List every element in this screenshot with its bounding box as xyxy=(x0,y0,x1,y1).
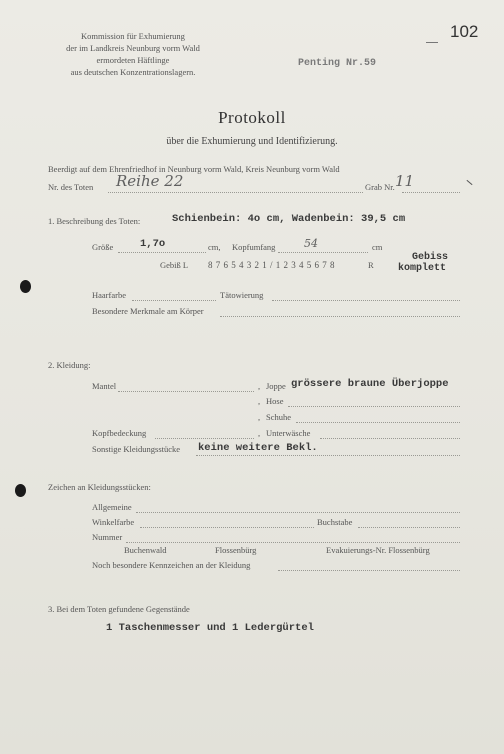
size-dots xyxy=(118,252,206,253)
headwear-dots xyxy=(155,438,254,439)
section1-label: 1. Beschreibung des Toten: xyxy=(48,216,141,226)
page-number: 102 xyxy=(450,22,479,41)
other-marks-label: Noch besondere Kennzeichen an der Kleidung xyxy=(92,560,251,570)
pen-stroke xyxy=(466,180,472,185)
document-subtitle: über die Exhumierung und Identifizierung. xyxy=(166,136,338,147)
punch-hole-top xyxy=(20,280,31,293)
header-line-3: ermordeten Häftlinge xyxy=(96,55,170,65)
hair-label: Haarfarbe xyxy=(92,290,126,300)
trousers-dots xyxy=(288,406,460,407)
teeth-note-2: komplett xyxy=(398,263,447,274)
angle-color-label: Winkelfarbe xyxy=(92,517,135,527)
evacuation-label: Evakuierungs-Nr. Flossenbürg xyxy=(326,545,430,555)
dead-number-value: Reihe 22 xyxy=(116,172,184,190)
header-line-1: Kommission für Exhumierung xyxy=(81,31,185,41)
teeth-note-1: Gebiss xyxy=(412,252,449,263)
header-line-2: der im Landkreis Neunburg vorm Wald xyxy=(66,43,200,53)
other-marks-dots xyxy=(278,570,460,571)
angle-color-dots xyxy=(140,527,314,528)
trousers-label: Hose xyxy=(266,396,284,406)
headwear-label: Kopfbedeckung xyxy=(92,428,147,438)
underwear-label: Unterwäsche xyxy=(266,428,311,438)
letter-label: Buchstabe xyxy=(317,517,353,527)
tattoo-label: Tätowierung xyxy=(220,290,264,300)
typed-reference: Penting Nr.59 xyxy=(298,58,377,69)
grave-number-label: Grab Nr. xyxy=(365,182,395,192)
clothing-marks-label: Zeichen an Kleidungsstücken: xyxy=(48,482,151,492)
section3-typed: 1 Taschenmesser und 1 Ledergürtel xyxy=(106,622,314,634)
underwear-comma: , xyxy=(258,428,261,438)
buchenwald-label: Buchenwald xyxy=(124,545,167,555)
dead-number-dots xyxy=(108,192,363,193)
shoes-comma: , xyxy=(258,412,261,422)
teeth-digits: 8 7 6 5 4 3 2 1 / 1 2 3 4 5 6 7 8 xyxy=(208,260,335,270)
corner-mark xyxy=(426,42,438,43)
section2-label: 2. Kleidung: xyxy=(48,360,91,370)
section1-typed: Schienbein: 4o cm, Wadenbein: 39,5 cm xyxy=(172,213,406,225)
letter-dots xyxy=(358,527,460,528)
hair-dots xyxy=(132,300,216,301)
other-clothing-label: Sonstige Kleidungsstücke xyxy=(92,444,181,454)
teeth-r: R xyxy=(368,260,374,270)
shoes-dots xyxy=(296,422,460,423)
grave-number-dots xyxy=(402,192,460,193)
head-value: 54 xyxy=(304,237,318,250)
head-label: Kopfumfang xyxy=(232,242,276,252)
commission-header xyxy=(48,30,218,78)
header-line-4: aus deutschen Konzentrationslagern. xyxy=(70,67,196,77)
teeth-label: Gebiß L xyxy=(160,260,189,270)
jacket-value: grössere braune Überjoppe xyxy=(291,378,449,390)
tattoo-dots xyxy=(272,300,460,301)
punch-hole-bottom xyxy=(15,484,26,497)
number-dots xyxy=(126,542,460,543)
trousers-comma: , xyxy=(258,396,261,406)
coat-dots xyxy=(118,391,254,392)
flossenburg-label: Flossenbürg xyxy=(215,545,257,555)
grave-number-value: 11 xyxy=(395,172,415,190)
coat-label: Mantel xyxy=(92,381,117,391)
other-clothing-value: keine weitere Bekl. xyxy=(198,442,318,454)
section3-label: 3. Bei dem Toten gefundene Gegenstände xyxy=(48,604,190,614)
number-label: Nummer xyxy=(92,532,123,542)
general-label: Allgemeine xyxy=(92,502,132,512)
other-clothing-dots xyxy=(196,455,460,456)
size-value: 1,7o xyxy=(140,238,166,250)
marks-label: Besondere Merkmale am Körper xyxy=(92,306,204,316)
jacket-comma: , xyxy=(258,381,261,391)
head-unit: cm xyxy=(372,242,383,252)
head-dots xyxy=(278,252,368,253)
size-unit: cm, xyxy=(208,242,221,252)
burial-line: Beerdigt auf dem Ehrenfriedhof in Neunburg vorm Wald, Kreis Neunburg vorm Wald xyxy=(48,164,340,174)
underwear-dots xyxy=(320,438,460,439)
shoes-label: Schuhe xyxy=(266,412,292,422)
document-title: Protokoll xyxy=(218,108,286,127)
marks-dots xyxy=(220,316,460,317)
dead-number-label: Nr. des Toten xyxy=(48,182,94,192)
size-label: Größe xyxy=(92,242,114,252)
general-dots xyxy=(136,512,460,513)
jacket-label: Joppe xyxy=(266,381,286,391)
